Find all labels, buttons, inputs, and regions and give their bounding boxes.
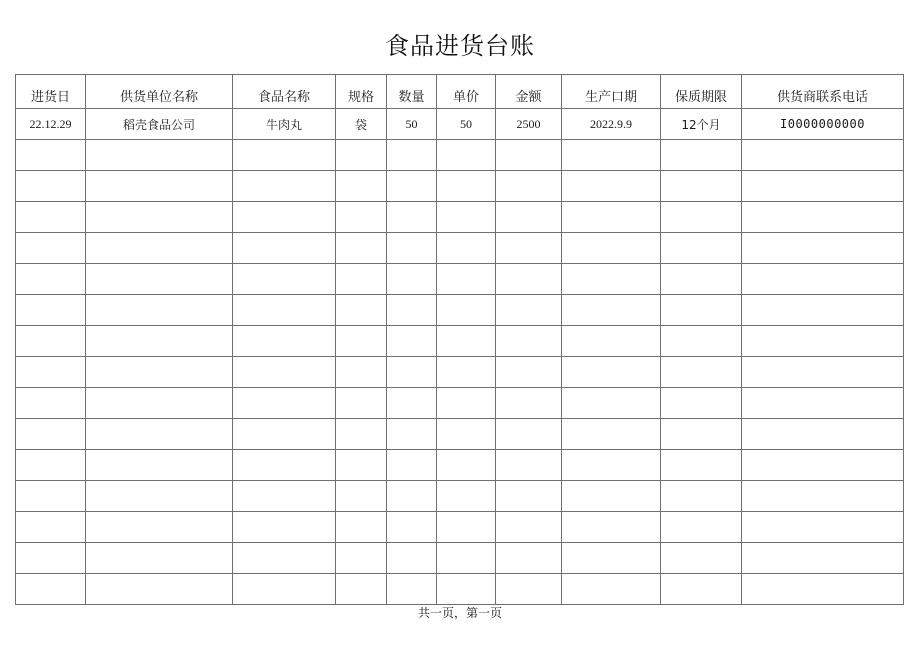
table-cell-empty xyxy=(387,512,437,543)
table-cell-empty xyxy=(16,233,86,264)
table-cell-empty xyxy=(336,357,387,388)
column-header-date: 进货日 xyxy=(16,75,86,109)
table-cell-empty xyxy=(336,140,387,171)
cell-quantity: 50 xyxy=(387,109,437,140)
table-row-empty xyxy=(16,171,904,202)
purchase-ledger-table xyxy=(15,74,904,605)
table-cell-empty xyxy=(742,450,904,481)
table-cell-empty xyxy=(437,388,496,419)
cell-production-date: 2022.9.9 xyxy=(562,109,661,140)
table-cell-empty xyxy=(387,171,437,202)
table-cell-empty xyxy=(336,512,387,543)
table-cell-empty xyxy=(742,202,904,233)
table-cell-empty xyxy=(661,357,742,388)
table-cell-empty xyxy=(387,326,437,357)
table-cell-empty xyxy=(496,450,562,481)
cell-amount: 2500 xyxy=(496,109,562,140)
table-cell-empty xyxy=(387,481,437,512)
table-cell-empty xyxy=(86,233,233,264)
table-cell-empty xyxy=(437,140,496,171)
column-header-food-name: 食品名称 xyxy=(233,75,336,109)
table-cell-empty xyxy=(562,140,661,171)
table-cell-empty xyxy=(496,388,562,419)
page-title: 食品进货台账 xyxy=(385,32,535,60)
table-cell-empty xyxy=(562,481,661,512)
table-cell-empty xyxy=(336,264,387,295)
table-row-empty xyxy=(16,295,904,326)
table-cell-empty xyxy=(661,419,742,450)
column-header-spec: 规格 xyxy=(336,75,387,109)
table-cell-empty xyxy=(336,233,387,264)
table-cell-empty xyxy=(437,574,496,605)
table-cell-empty xyxy=(16,202,86,233)
table-cell-empty xyxy=(233,388,336,419)
column-header-shelf-life: 保质期限 xyxy=(661,75,742,109)
table-row-empty xyxy=(16,574,904,605)
table-cell-empty xyxy=(233,295,336,326)
table-cell-empty xyxy=(496,512,562,543)
table-cell-empty xyxy=(742,574,904,605)
table-cell-empty xyxy=(742,388,904,419)
table-cell-empty xyxy=(661,481,742,512)
column-header-quantity: 数量 xyxy=(387,75,437,109)
table-cell-empty xyxy=(86,574,233,605)
table-cell-empty xyxy=(496,171,562,202)
table-cell-empty xyxy=(336,419,387,450)
table-cell-empty xyxy=(16,264,86,295)
table-cell-empty xyxy=(387,388,437,419)
table-row-empty xyxy=(16,481,904,512)
table-row-empty xyxy=(16,326,904,357)
table-cell-empty xyxy=(233,171,336,202)
table-row-empty xyxy=(16,264,904,295)
table-cell-empty xyxy=(661,171,742,202)
table-cell-empty xyxy=(496,481,562,512)
table-cell-empty xyxy=(661,326,742,357)
table-row-empty xyxy=(16,202,904,233)
table-cell-empty xyxy=(16,574,86,605)
table-cell-empty xyxy=(742,419,904,450)
table-cell-empty xyxy=(661,233,742,264)
table-cell-empty xyxy=(562,450,661,481)
table-row-empty xyxy=(16,357,904,388)
table-cell-empty xyxy=(661,140,742,171)
table-row-empty xyxy=(16,388,904,419)
table-cell-empty xyxy=(387,202,437,233)
table-cell-empty xyxy=(86,202,233,233)
table-cell-empty xyxy=(437,326,496,357)
column-header-supplier-phone: 供货商联系电话 xyxy=(742,75,904,109)
table-cell-empty xyxy=(336,388,387,419)
table-cell-empty xyxy=(661,543,742,574)
table-cell-empty xyxy=(742,171,904,202)
table-cell-empty xyxy=(437,295,496,326)
table-row-empty xyxy=(16,233,904,264)
table-cell-empty xyxy=(437,264,496,295)
cell-food-name: 牛肉丸 xyxy=(233,109,336,140)
table-cell-empty xyxy=(437,171,496,202)
cell-supplier-phone: I0000000000 xyxy=(742,109,904,140)
table-cell-empty xyxy=(496,140,562,171)
table-cell-empty xyxy=(742,326,904,357)
table-cell-empty xyxy=(233,264,336,295)
table-row-empty xyxy=(16,450,904,481)
table-cell-empty xyxy=(562,512,661,543)
table-cell-empty xyxy=(16,450,86,481)
table-cell-empty xyxy=(437,419,496,450)
table-cell-empty xyxy=(16,419,86,450)
table-cell-empty xyxy=(387,357,437,388)
table-cell-empty xyxy=(437,481,496,512)
table-cell-empty xyxy=(233,140,336,171)
column-header-supplier: 供货单位名称 xyxy=(86,75,233,109)
table-cell-empty xyxy=(742,264,904,295)
table-row-empty xyxy=(16,140,904,171)
cell-shelf-life: 12个月 xyxy=(661,109,742,140)
table-cell-empty xyxy=(437,543,496,574)
column-header-amount: 金额 xyxy=(496,75,562,109)
table-cell-empty xyxy=(387,295,437,326)
table-cell-empty xyxy=(562,357,661,388)
table-cell-empty xyxy=(387,419,437,450)
table-cell-empty xyxy=(742,512,904,543)
table-cell-empty xyxy=(336,171,387,202)
table-cell-empty xyxy=(387,140,437,171)
table-cell-empty xyxy=(387,233,437,264)
table-cell-empty xyxy=(742,481,904,512)
table-cell-empty xyxy=(437,357,496,388)
table-cell-empty xyxy=(16,481,86,512)
table-cell-empty xyxy=(562,264,661,295)
table-cell-empty xyxy=(437,450,496,481)
cell-supplier: 稻壳食品公司 xyxy=(86,109,233,140)
table-cell-empty xyxy=(742,140,904,171)
table-cell-empty xyxy=(233,450,336,481)
cell-spec: 袋 xyxy=(336,109,387,140)
table-cell-empty xyxy=(496,574,562,605)
page-footer: 共一页，第一页 xyxy=(417,606,502,620)
table-cell-empty xyxy=(661,202,742,233)
table-cell-empty xyxy=(336,326,387,357)
table-cell-empty xyxy=(86,326,233,357)
table-cell-empty xyxy=(16,140,86,171)
table-cell-empty xyxy=(16,295,86,326)
table-row-empty xyxy=(16,543,904,574)
table-row xyxy=(16,109,904,140)
table-cell-empty xyxy=(562,543,661,574)
table-cell-empty xyxy=(387,543,437,574)
table-cell-empty xyxy=(496,202,562,233)
table-cell-empty xyxy=(496,295,562,326)
table-cell-empty xyxy=(233,233,336,264)
table-cell-empty xyxy=(336,574,387,605)
cell-unit-price: 50 xyxy=(437,109,496,140)
table-cell-empty xyxy=(16,357,86,388)
table-cell-empty xyxy=(562,574,661,605)
table-cell-empty xyxy=(86,140,233,171)
table-row-empty xyxy=(16,419,904,450)
table-cell-empty xyxy=(233,326,336,357)
table-cell-empty xyxy=(387,264,437,295)
table-cell-empty xyxy=(661,512,742,543)
table-cell-empty xyxy=(16,512,86,543)
table-cell-empty xyxy=(16,171,86,202)
table-cell-empty xyxy=(661,450,742,481)
table-cell-empty xyxy=(16,388,86,419)
table-cell-empty xyxy=(336,202,387,233)
table-cell-empty xyxy=(233,481,336,512)
table-cell-empty xyxy=(562,295,661,326)
table-cell-empty xyxy=(562,202,661,233)
table-cell-empty xyxy=(336,543,387,574)
table-row-empty xyxy=(16,512,904,543)
cell-date: 22.12.29 xyxy=(16,109,86,140)
table-cell-empty xyxy=(336,295,387,326)
table-cell-empty xyxy=(233,202,336,233)
table-cell-empty xyxy=(661,264,742,295)
table-cell-empty xyxy=(562,233,661,264)
table-cell-empty xyxy=(562,171,661,202)
table-cell-empty xyxy=(86,481,233,512)
table-cell-empty xyxy=(496,264,562,295)
table-cell-empty xyxy=(233,512,336,543)
column-header-production-date: 生产口期 xyxy=(562,75,661,109)
table-cell-empty xyxy=(742,357,904,388)
table-cell-empty xyxy=(562,419,661,450)
table-cell-empty xyxy=(742,233,904,264)
table-cell-empty xyxy=(496,326,562,357)
column-header-unit-price: 单价 xyxy=(437,75,496,109)
table-cell-empty xyxy=(233,419,336,450)
table-cell-empty xyxy=(661,574,742,605)
table-cell-empty xyxy=(387,574,437,605)
table-cell-empty xyxy=(742,295,904,326)
table-cell-empty xyxy=(86,543,233,574)
table-cell-empty xyxy=(233,543,336,574)
table-cell-empty xyxy=(86,388,233,419)
table-cell-empty xyxy=(16,543,86,574)
table-cell-empty xyxy=(437,512,496,543)
table-cell-empty xyxy=(336,481,387,512)
table-cell-empty xyxy=(661,295,742,326)
table-cell-empty xyxy=(233,357,336,388)
table-cell-empty xyxy=(496,419,562,450)
table-cell-empty xyxy=(742,543,904,574)
table-cell-empty xyxy=(86,419,233,450)
table-cell-empty xyxy=(562,388,661,419)
table-cell-empty xyxy=(437,233,496,264)
table-cell-empty xyxy=(387,450,437,481)
table-cell-empty xyxy=(86,264,233,295)
table-cell-empty xyxy=(496,543,562,574)
table-cell-empty xyxy=(336,450,387,481)
table-cell-empty xyxy=(496,233,562,264)
table-header-row xyxy=(16,75,904,109)
table-cell-empty xyxy=(86,357,233,388)
table-cell-empty xyxy=(86,295,233,326)
table-cell-empty xyxy=(86,512,233,543)
table-cell-empty xyxy=(233,574,336,605)
table-cell-empty xyxy=(661,388,742,419)
table-cell-empty xyxy=(562,326,661,357)
table-cell-empty xyxy=(86,450,233,481)
table-cell-empty xyxy=(86,171,233,202)
table-cell-empty xyxy=(16,326,86,357)
table-cell-empty xyxy=(496,357,562,388)
table-cell-empty xyxy=(437,202,496,233)
